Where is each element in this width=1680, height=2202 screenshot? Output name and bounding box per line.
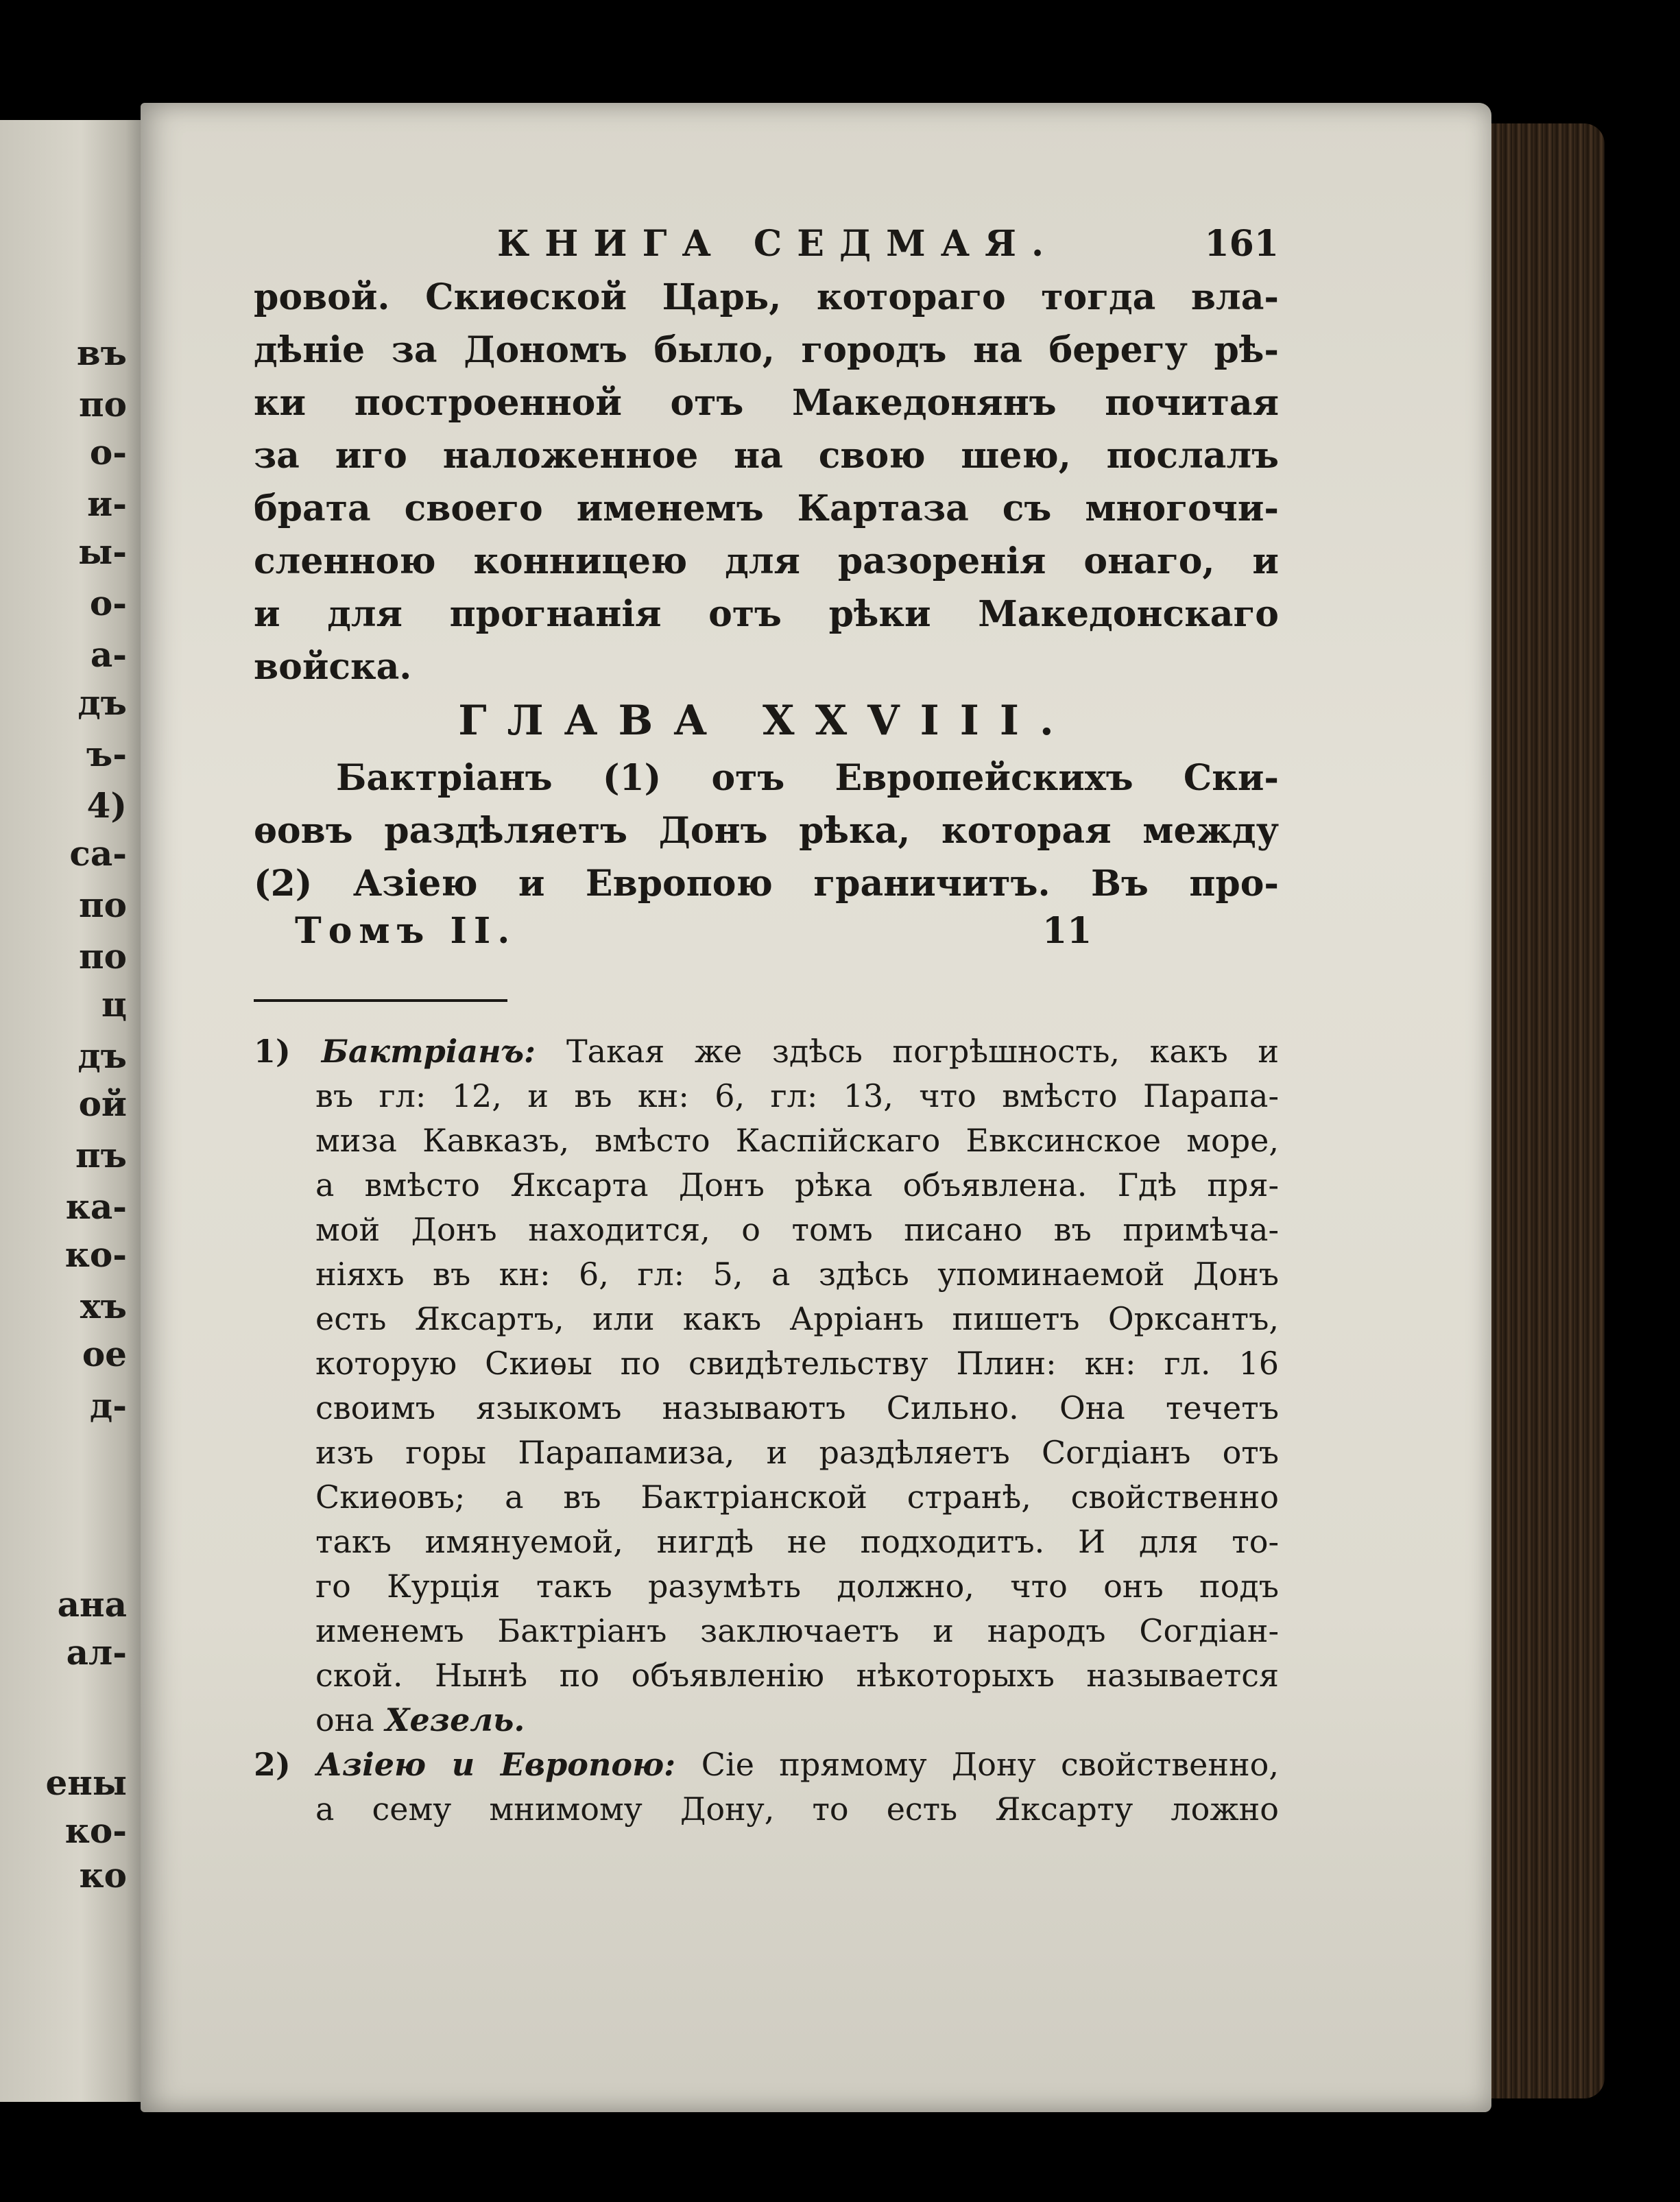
footnote-line [254,1297,1279,1341]
left-page-fragment: дъ [77,682,127,723]
left-page-fragment: ое [82,1334,127,1374]
volume-label: Томъ II. [295,910,517,952]
footnotes [254,1029,1279,1832]
signature-mark: 11 [1042,910,1092,952]
left-page-fragment: а- [90,634,127,675]
left-page-fragment: ы- [78,531,127,572]
footnote-line [254,1475,1279,1520]
body-line: ки построенной отъ Македонянъ почитая [254,382,1279,424]
footnote-line [254,1743,1279,1787]
footnote-text: въ гл: 12, и въ кн: 6, гл: 13, что вмѣсто Парапа- [315,1077,1279,1114]
left-page-fragment: въ [76,333,127,373]
left-page-fragment: о- [89,583,127,623]
footnote-term: Азіею и Европою: [316,1746,701,1783]
left-page-fragment: ка- [65,1186,127,1227]
footnote-line [254,1386,1279,1431]
left-page-fragment: хъ [80,1286,127,1326]
left-page-fragment: и- [87,483,127,524]
footnote-text: а сему мнимому Дону, то есть Яксарту ложно [315,1791,1279,1828]
footnote-text: которую Скиѳы по свидѣтельству Плин: кн: гл. 16 [315,1345,1279,1382]
body-line: ровой. Скиѳской Царь, котораго тогда вла- [254,276,1279,318]
footnote-line [254,1341,1279,1386]
body-line: и для прогнанія отъ рѣки Македонскаго [254,593,1279,635]
footnote-line [254,1208,1279,1252]
body-text-top [254,271,1279,693]
footnote-text: го Курція такъ разумѣть должно, что онъ подъ [315,1568,1279,1605]
footnote-text: Скиѳовъ; а въ Бактріанской странѣ, свойственно [315,1479,1279,1516]
left-page-fragment: са- [69,833,127,874]
footnote-text: Такая же здѣсь погрѣшность, какъ и [566,1033,1279,1070]
body-text-bottom [254,752,1279,910]
left-page-fragment: пъ [75,1135,127,1175]
footnote-line [254,1609,1279,1653]
page-number: 161 [1204,223,1279,265]
footnote-term: Бактріанъ: [321,1033,566,1070]
footnote-text: такъ имянуемой, нигдѣ не подходитъ. И для то- [315,1523,1279,1560]
page-content [254,216,1279,1832]
footnote-marker: 1) [254,1033,322,1070]
page-edges [1481,123,1605,2098]
footnote-term: Хезель. [374,1701,525,1738]
footnote-text: своимъ языкомъ называютъ Сильно. Она течетъ [315,1389,1279,1426]
left-page-fragment: 4) [86,785,127,826]
left-page-fragment: по [79,936,127,977]
left-page-fragment: ены [45,1762,127,1803]
footnote-text: ніяхъ въ кн: 6, гл: 5, а здѣсь упоминаемой Донъ [315,1256,1279,1293]
body-line: брата своего именемъ Картаза съ многочи- [254,488,1279,529]
body-line: за иго наложенное на свою шею, послалъ [254,435,1279,477]
running-head [254,216,1279,271]
footnote-text: ской. Нынѣ по объявленію нѣкоторыхъ называется [315,1657,1279,1694]
body-line: сленною конницею для разоренія онаго, и [254,540,1279,582]
left-page-fragment: ана [57,1584,127,1625]
footnote-marker: 2) [254,1746,317,1783]
body-line: Бактріанъ (1) отъ Европейскихъ Ски- [336,757,1279,799]
chapter-heading: ГЛАВА XXVIII. [458,697,1075,745]
footnote-text: именемъ Бактріанъ заключаетъ и народъ Согдіан- [315,1612,1279,1649]
footnote-line [254,1074,1279,1118]
left-page-fragment: дъ [77,1036,127,1076]
left-page-fragment: ъ- [86,734,127,774]
left-page-fragment: по [79,885,127,925]
left-page-fragment: ц [101,984,127,1025]
body-line: войска. [254,646,412,688]
footnote-text: Сіе прямому Дону свойственно, [701,1746,1279,1783]
footnote-line [254,1163,1279,1208]
footnote-line [254,1029,1279,1074]
body-line: (2) Азіею и Европою граничитъ. Въ про- [254,863,1279,905]
left-page-fragment: о- [89,432,127,472]
footnote-line [254,1564,1279,1609]
left-facing-page [0,120,147,2102]
left-page-fragment: ал- [66,1632,127,1673]
footnote-line [254,1431,1279,1475]
left-page-fragment: ко [79,1855,127,1895]
left-page-fragment: ко- [64,1810,127,1851]
signature-line [254,910,1279,958]
left-page-fragment: д- [89,1385,127,1426]
running-title: КНИГА СЕДМАЯ. [497,223,1059,265]
left-page-fragment: ой [78,1084,127,1124]
footnote-line [254,1252,1279,1297]
left-page-fragment: ко- [64,1234,127,1275]
footnote-text: миза Кавказъ, вмѣсто Каспійскаго Евксинское море, [315,1122,1279,1159]
footnote-text: есть Яксартъ, или какъ Арріанъ пишетъ Орксантъ, [315,1300,1279,1337]
footnote-line [254,1698,1279,1743]
footnote-line [254,1787,1279,1832]
left-page-fragment: по [79,384,127,424]
footnote-text: мой Донъ находится, о томъ писано въ примѣча- [315,1211,1279,1248]
footnote-rule [254,999,507,1002]
body-line: дѣніе за Дономъ было, городъ на берегу рѣ- [254,329,1279,371]
footnote-text: она [315,1701,374,1738]
footnote-line [254,1118,1279,1163]
footnote-line [254,1520,1279,1564]
body-line: ѳовъ раздѣляетъ Донъ рѣка, которая между [254,810,1279,852]
footnote-line [254,1653,1279,1698]
footnote-text: изъ горы Парапамиза, и раздѣляетъ Согдіанъ отъ [315,1434,1279,1471]
footnote-text: а вмѣсто Яксарта Донъ рѣка объявлена. Гдѣ пря- [315,1166,1279,1204]
